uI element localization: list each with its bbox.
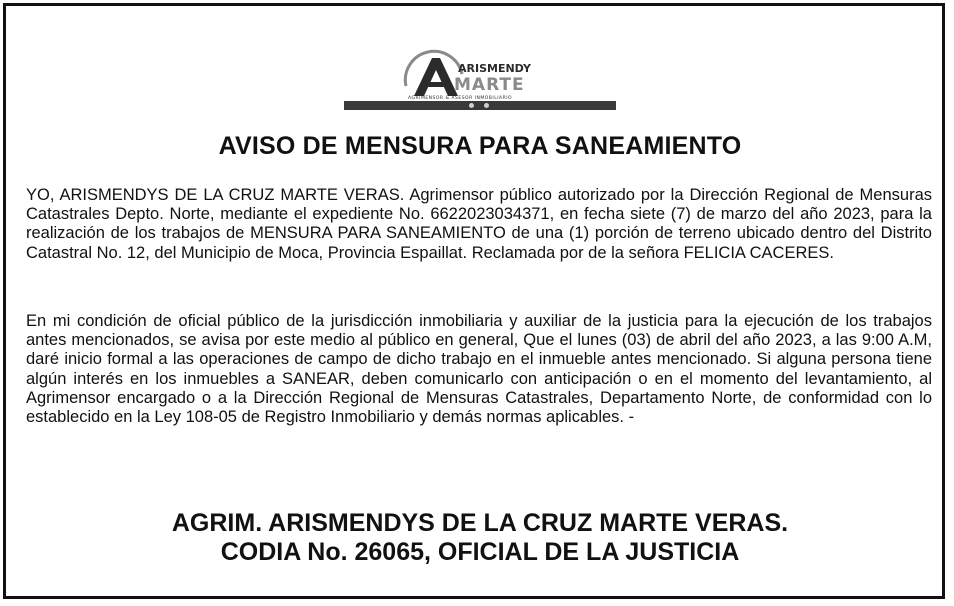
svg-text:ARISMENDY: ARISMENDY xyxy=(458,62,531,75)
notice-paragraph-2: En mi condición de oficial público de la jurisdicción inmobiliaria y auxiliar de la justicia para la ejecución de los trabajos antes mencionados, se avisa por este medio al público en general, Que el lunes (03) de abril del año 2023, a las 9:00 A.M, daré inicio formal a las operaciones de campo de dicho trabajo en el inmueble antes mencionado. Si alguna persona tiene algún interés en los inmuebles a SANEAR, deben comunicarlo con anticipación o en el momento del levantamiento, al Agrimensor encargado o a la Dirección Regional de Mensuras Catastrales, Departamento Norte, de conformidad con lo establecido en la Ley 108-05 de Registro Inmobiliario y demás normas aplicables. - xyxy=(26,312,932,427)
logo-mark-icon xyxy=(344,46,616,101)
signature-name: AGRIM. ARISMENDYS DE LA CRUZ MARTE VERAS. xyxy=(171,509,789,537)
signature-credentials: CODIA No. 26065, OFICIAL DE LA JUSTICIA xyxy=(220,538,740,566)
notice-title: AVISO DE MENSURA PARA SANEAMIENTO xyxy=(218,132,742,160)
company-logo xyxy=(344,46,616,110)
svg-text:AGRIMENSOR & ASESOR INMOBILIAR: AGRIMENSOR & ASESOR INMOBILIARIO xyxy=(408,96,513,101)
phone-icon xyxy=(469,103,476,109)
notice-frame xyxy=(3,3,945,599)
social-icon xyxy=(484,103,491,109)
notice-paragraph-1: YO, ARISMENDYS DE LA CRUZ MARTE VERAS. Agrimensor público autorizado por la Dirección Regional de Mensuras Catastrales Depto. Norte, mediante el expediente No. 6622023034371, en fecha siete (7) de marzo del año 2023, para la realización de los trabajos de MENSURA PARA SANEAMIENTO de una (1) porción de terreno ubicado dentro del Distrito Catastral No. 12, del Municipio de Moca, Provincia Espaillat. Reclamada por de la señora FELICIA CACERES. xyxy=(26,186,932,262)
logo-contact-bar xyxy=(344,101,616,110)
svg-text:MARTE: MARTE xyxy=(454,75,525,95)
